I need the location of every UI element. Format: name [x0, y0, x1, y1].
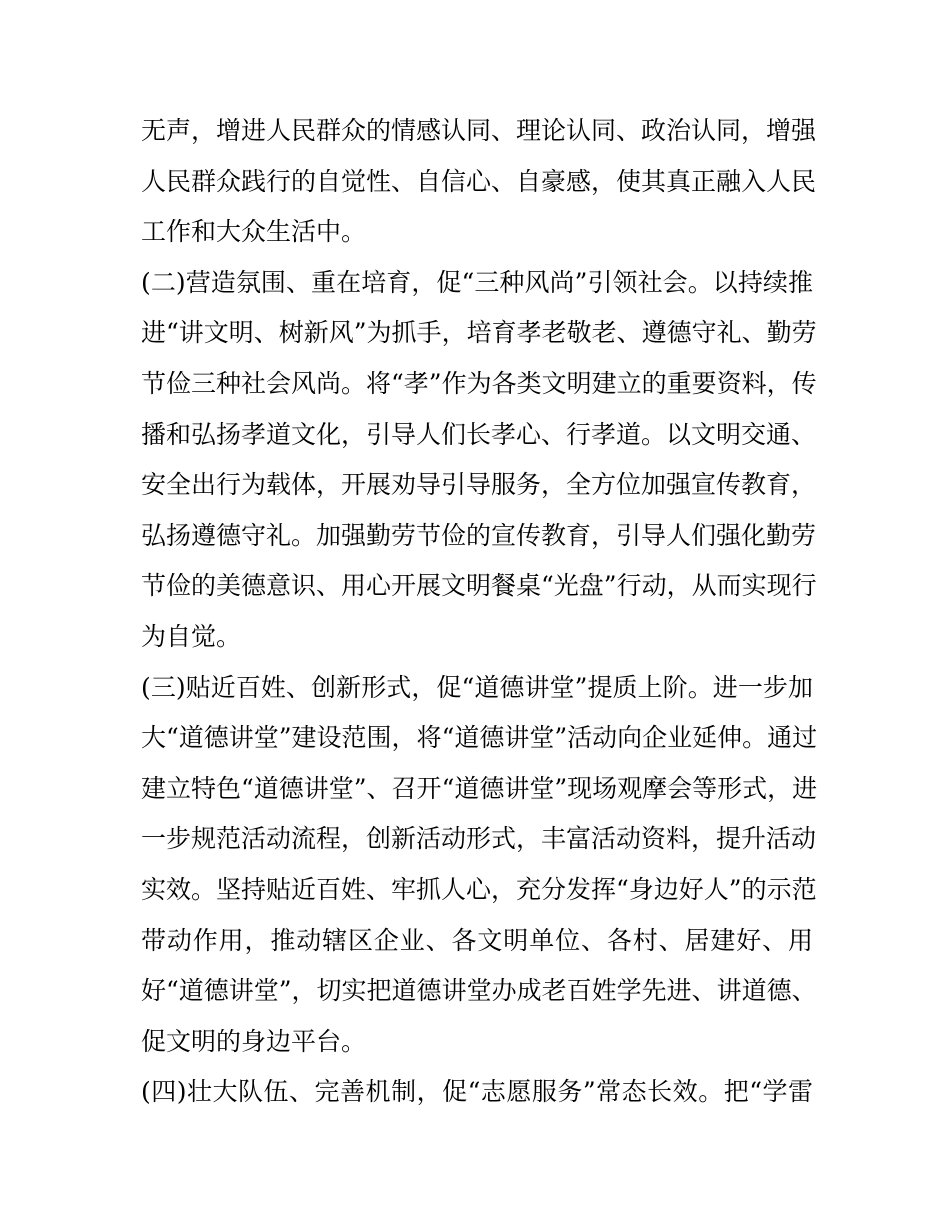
- text-line: 弘扬遵德守礼。加强勤劳节俭的宣传教育，引导人们强化勤劳: [141, 520, 817, 550]
- text-line: 一步规范活动流程，创新活动形式，丰富活动资料，提升活动: [141, 824, 817, 854]
- text-line: (二)营造氛围、重在培育，促“三种风尚”引领社会。以持续推: [141, 267, 813, 297]
- text-line: 带动作用，推动辖区企业、各文明单位、各村、居建好、用: [141, 925, 813, 955]
- text-line: 进“讲文明、树新风”为抓手，培育孝老敬老、遵德守礼、勤劳: [141, 318, 817, 348]
- paragraph: [141, 663, 818, 1068]
- text-line: 实效。坚持贴近百姓、牢抓人心，充分发挥“身边好人”的示范: [141, 874, 817, 904]
- text-line: 促文明的身边平台。: [141, 1026, 367, 1056]
- paragraph: [141, 106, 817, 258]
- text-line: 节俭三种社会风尚。将“孝”作为各类文明建立的重要资料，传: [141, 368, 817, 398]
- text-line: (四)壮大队伍、完善机制，促“志愿服务”常态长效。把“学雷: [141, 1077, 813, 1107]
- text-line: 好“道德讲堂”，切实把道德讲堂办成老百姓学先进、讲道德、: [141, 976, 817, 1006]
- paragraph: [141, 1067, 813, 1118]
- text-line: 人民群众践行的自觉性、自信心、自豪感，使其真正融入人民: [141, 166, 817, 196]
- text-line: 无声，增进人民群众的情感认同、理论认同、政治认同，增强: [141, 116, 817, 145]
- text-line: 安全出行为载体，开展劝导引导服务，全方位加强宣传教育，: [141, 470, 817, 500]
- text-line: 为自觉。: [141, 621, 242, 651]
- text-line: 建立特色“道德讲堂”、召开“道德讲堂”现场观摩会等形式，进: [141, 773, 818, 803]
- text-line: 大“道德讲堂”建设范围，将“道德讲堂”活动向企业延伸。通过: [141, 723, 818, 753]
- text-line: 播和弘扬孝道文化，引导人们长孝心、行孝道。以文明交通、: [141, 419, 817, 449]
- text-line: 节俭的美德意识、用心开展文明餐桌“光盘”行动，从而实现行: [141, 571, 817, 601]
- text-line: 工作和大众生活中。: [141, 217, 367, 247]
- paragraph: [141, 258, 817, 663]
- document-body: [141, 106, 818, 1118]
- text-line: (三)贴近百姓、创新形式，促“道德讲堂”提质上阶。进一步加: [141, 672, 813, 702]
